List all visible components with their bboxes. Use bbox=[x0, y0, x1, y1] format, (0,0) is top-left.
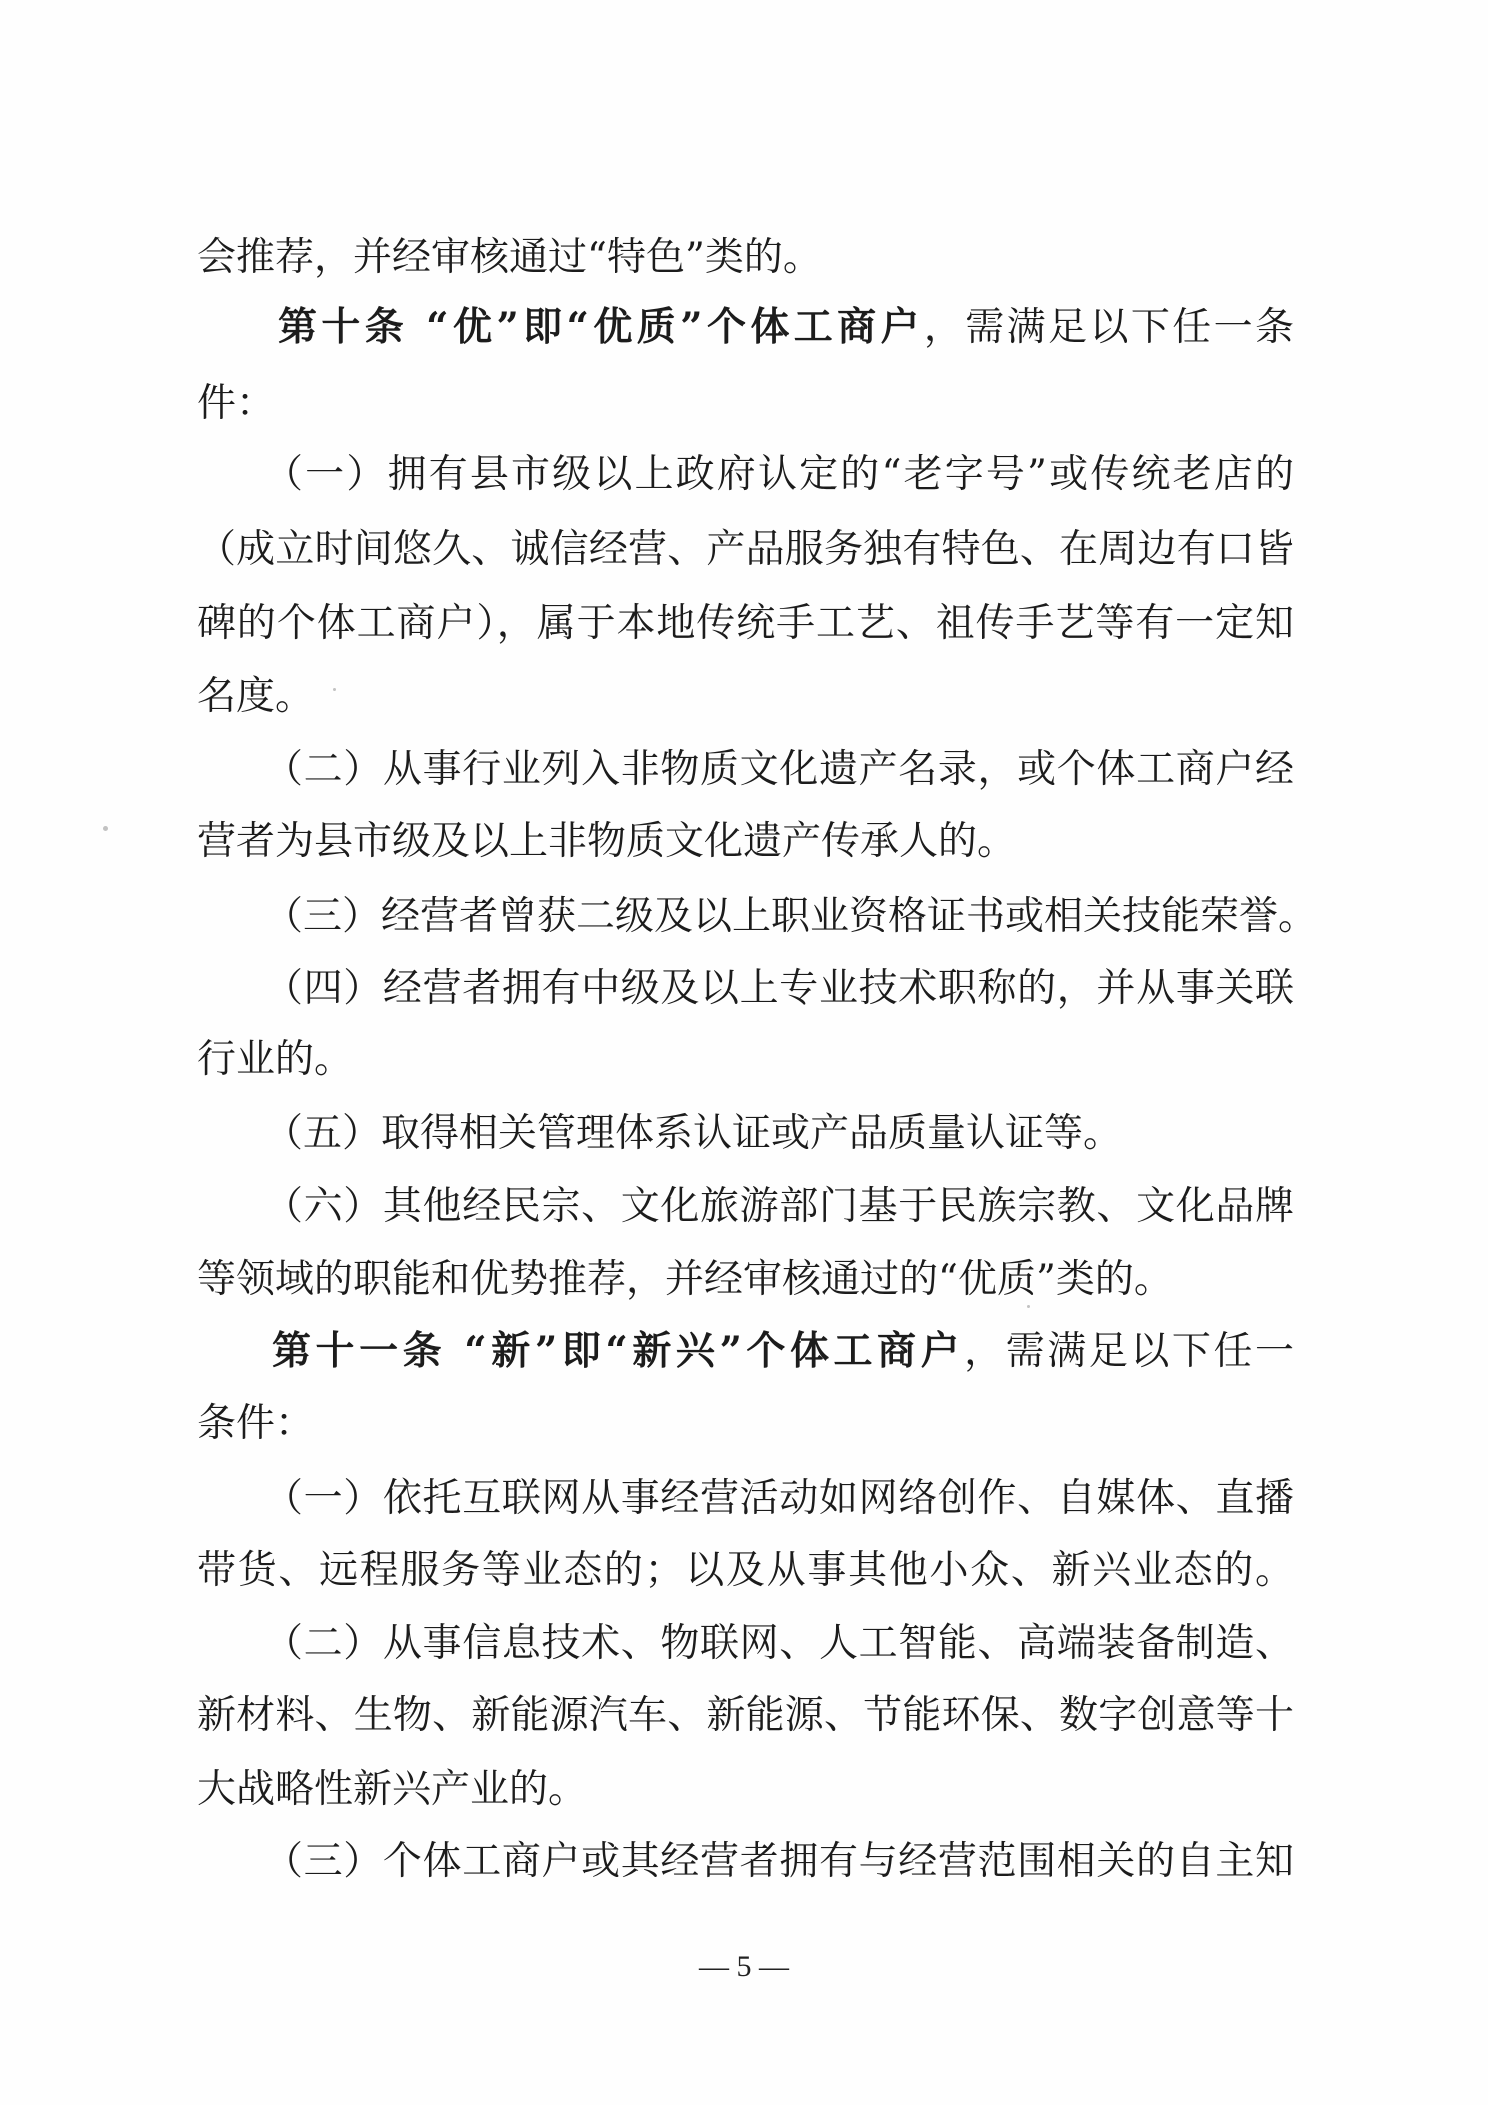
body-line: （五）取得相关管理体系认证或产品质量认证等。 bbox=[264, 1111, 1123, 1156]
body-line: 件： bbox=[197, 381, 276, 426]
body-line: 大战略性新兴产业的。 bbox=[197, 1767, 588, 1812]
body-line: 带货、远程服务等业态的；以及从事其他小众、新兴业态的。 bbox=[197, 1548, 1294, 1593]
body-line: （一）拥有县市级以上政府认定的“老字号”或传统老店的 bbox=[264, 452, 1294, 497]
article-11-line bbox=[272, 1328, 1294, 1374]
body-line: 碑的个体工商户），属于本地传统手工艺、祖传手艺等有一定知 bbox=[197, 601, 1294, 646]
scan-speck bbox=[103, 826, 108, 831]
body-line: （三）个体工商户或其经营者拥有与经营范围相关的自主知 bbox=[264, 1839, 1294, 1884]
body-line: （二）从事行业列入非物质文化遗产名录，或个体工商户经 bbox=[264, 747, 1294, 792]
article-11-text: ，需满足以下任一 bbox=[964, 1329, 1294, 1374]
body-line: （四）经营者拥有中级及以上专业技术职称的，并从事关联 bbox=[264, 966, 1294, 1011]
article-10-heading: 第十条 “优”即“优质”个体工商户 bbox=[278, 304, 924, 350]
article-11-heading: 第十一条 “新”即“新兴”个体工商户 bbox=[272, 1328, 965, 1374]
body-line: （二）从事信息技术、物联网、人工智能、高端装备制造、 bbox=[264, 1621, 1294, 1666]
body-line: 新材料、生物、新能源汽车、新能源、节能环保、数字创意等十 bbox=[197, 1693, 1294, 1738]
body-line: 营者为县市级及以上非物质文化遗产传承人的。 bbox=[197, 819, 1017, 864]
body-line: （一）依托互联网从事经营活动如网络创作、自媒体、直播 bbox=[264, 1476, 1294, 1521]
scan-speck bbox=[333, 688, 336, 691]
body-line: 名度。 bbox=[197, 674, 315, 719]
body-line: 条件： bbox=[197, 1401, 315, 1446]
body-line: 行业的。 bbox=[197, 1037, 354, 1082]
page-number: — 5 — bbox=[699, 1950, 789, 1983]
body-line: （成立时间悠久、诚信经营、产品服务独有特色、在周边有口皆 bbox=[197, 527, 1294, 572]
body-line: （六）其他经民宗、文化旅游部门基于民族宗教、文化品牌 bbox=[264, 1184, 1294, 1229]
body-line: 等领域的职能和优势推荐，并经审核通过的“优质”类的。 bbox=[197, 1257, 1173, 1302]
body-line: （三）经营者曾获二级及以上职业资格证书或相关技能荣誉。 bbox=[264, 894, 1318, 939]
scan-speck bbox=[1027, 1305, 1030, 1308]
body-line: 会推荐，并经审核通过“特色”类的。 bbox=[197, 235, 822, 280]
article-10-text: ，需满足以下任一条 bbox=[923, 305, 1294, 350]
article-10-line bbox=[278, 304, 1294, 350]
